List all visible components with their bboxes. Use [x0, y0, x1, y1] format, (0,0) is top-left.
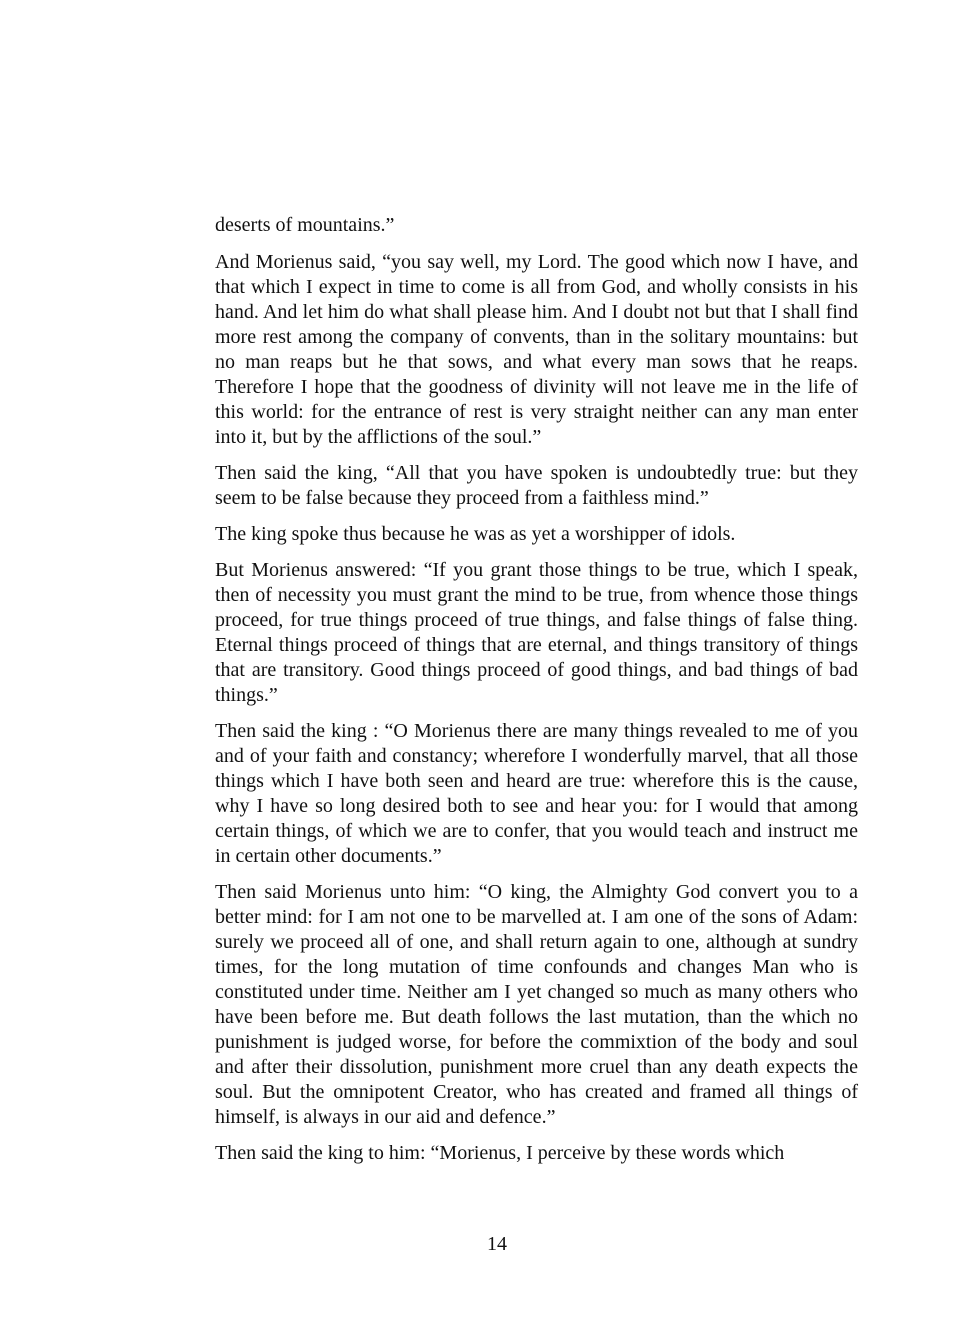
paragraph-king-marvel: Then said the king : “O Morienus there are many things revealed to me of you and of your faith and constancy; wherefore I wonderfully marvel, that all those things which I have both seen and heard are true: wherefore this is the cause, why I have so long desired both to see and hear you: for I would that among certain things, of which we are to confer, that you would teach and instruct me in certain other documents.”	[215, 720, 858, 867]
paragraph-narration-idols: The king spoke thus because he was as yet a worshipper of idols.	[215, 523, 736, 545]
paragraph-morienus-sons-of-adam: Then said Morienus unto him: “O king, the Almighty God convert you to a better mind: for I am not one to be marvelled at. I am one of the sons of Adam: surely we proceed all of one, and shall return again to one, although at sundry times, for the long mutation of time confounds and changes Man who is constituted under time. Neither am I yet changed so much as many others who have been before me. But death follows the last mutation, than the which no punishment is judged worse, for before the commixtion of the body and soul and after their dissolution, punishment more cruel than any death expects the soul. But the omnipotent Creator, who has created and framed all things of himself, is always in our aid and defence.”	[215, 881, 858, 1128]
paragraph-king-response: Then said the king, “All that you have spoken is undoubtedly true: but they seem to be false because they proceed from a faithless mind.”	[215, 462, 858, 509]
paragraph-continuation: deserts of mountains.”	[215, 214, 395, 236]
body-text	[215, 213, 858, 1177]
paragraph-king-perceive: Then said the king to him: “Morienus, I perceive by these words which	[215, 1142, 785, 1164]
page-number: 14	[487, 1233, 507, 1255]
paragraph-morienus-reply: And Morienus said, “you say well, my Lord. The good which now I have, and that which I expect in time to come is all from God, and wholly consists in his hand. And let him do what shall please him. And I doubt not but that I shall find more rest among the company of convents, than in the solitary mountains: but no man reaps but he that sows, and what every man sows that he reaps. Therefore I hope that the goodness of divinity will not leave me in the life of this world: for the entrance of rest is very straight neither can any man enter into it, but by the afflictions of the soul.”	[215, 251, 858, 448]
paragraph-morienus-answer: But Morienus answered: “If you grant those things to be true, which I speak, then of necessity you must grant the mind to be true, from whence those things proceed, for true things proceed of true things, and false things of false thing. Eternal things proceed of things that are eternal, and things transitory of things that are transitory. Good things proceed of good things, and bad things of bad things.”	[215, 559, 858, 706]
